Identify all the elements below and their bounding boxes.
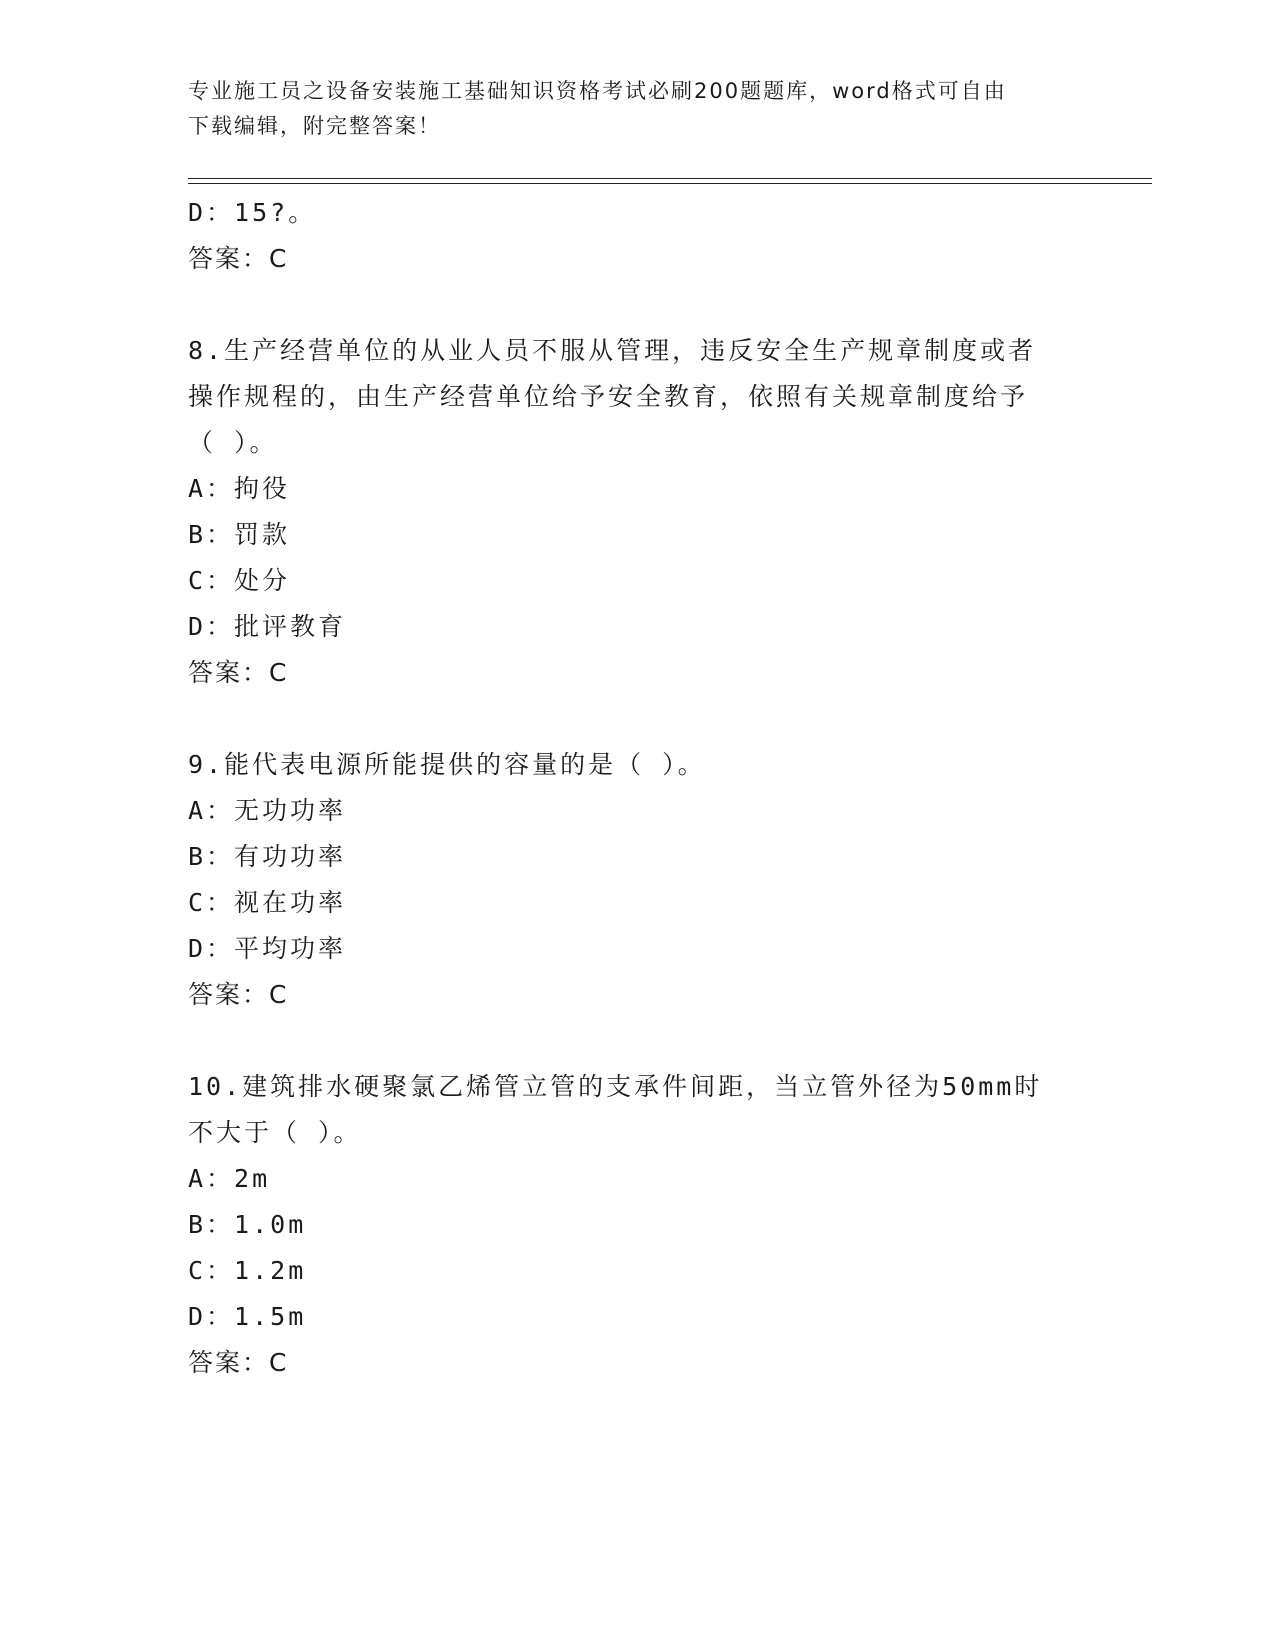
- spacer: [188, 282, 1078, 328]
- option-c: C：处分: [188, 566, 291, 595]
- spacer: [188, 696, 1078, 742]
- option-a: A：无功功率: [188, 796, 347, 825]
- header-divider-bottom: [188, 183, 1152, 184]
- spacer: [188, 1018, 1078, 1064]
- option-b: B：1.0m: [188, 1210, 307, 1239]
- answer-label: 答案：C: [188, 1348, 289, 1377]
- document-header: [188, 74, 1088, 144]
- option-a: A：拘役: [188, 474, 291, 503]
- question-text-line: 不大于（ ）。: [188, 1118, 362, 1147]
- question-10: [188, 1064, 1078, 1386]
- option-d: D：15?。: [188, 198, 317, 227]
- question-content: [188, 190, 1078, 1386]
- option-a: A：2m: [188, 1164, 271, 1193]
- question-text-line: （ ）。: [188, 428, 278, 457]
- question-8: [188, 328, 1078, 696]
- option-d: D：1.5m: [188, 1302, 307, 1331]
- question-text-line: 操作规程的，由生产经营单位给予安全教育，依照有关规章制度给予: [188, 382, 1029, 411]
- answer-label: 答案：C: [188, 980, 289, 1009]
- question-9: [188, 742, 1078, 1018]
- option-d: D：批评教育: [188, 612, 347, 641]
- question-text-line: 10.建筑排水硬聚氯乙烯管立管的支承件间距，当立管外径为50mm时: [188, 1072, 1043, 1101]
- option-c: C：1.2m: [188, 1256, 307, 1285]
- option-c: C：视在功率: [188, 888, 347, 917]
- question-text-line: 8.生产经营单位的从业人员不服从管理，违反安全生产规章制度或者: [188, 336, 1037, 365]
- header-divider-top: [188, 178, 1152, 179]
- header-line-1: 专业施工员之设备安装施工基础知识资格考试必刷200题题库，word格式可自由: [188, 79, 1007, 103]
- previous-question-tail: [188, 190, 1078, 282]
- question-text-line: 9.能代表电源所能提供的容量的是（ ）。: [188, 750, 706, 779]
- answer-label: 答案：C: [188, 244, 289, 273]
- option-d: D：平均功率: [188, 934, 347, 963]
- option-b: B：罚款: [188, 520, 291, 549]
- answer-label: 答案：C: [188, 658, 289, 687]
- option-b: B：有功功率: [188, 842, 347, 871]
- header-line-2: 下载编辑，附完整答案！: [188, 114, 441, 138]
